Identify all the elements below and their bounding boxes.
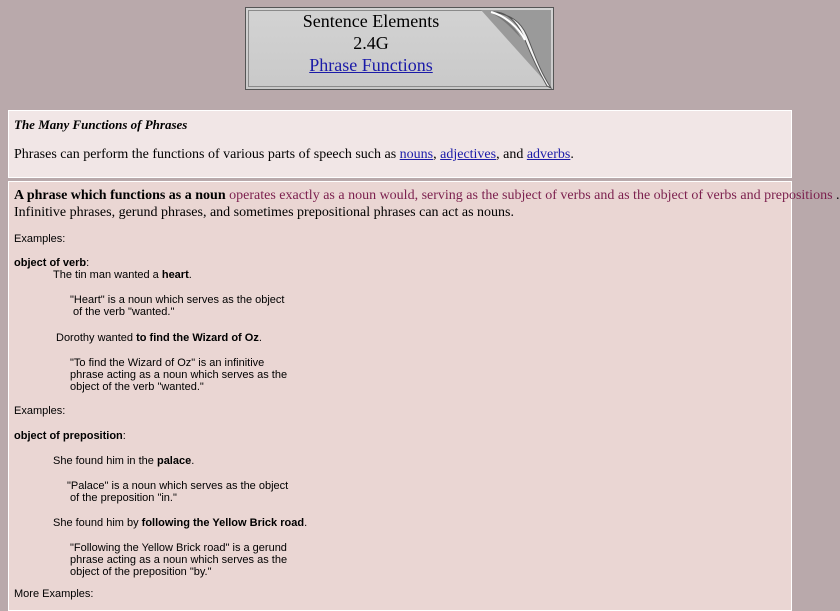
intro-paragraph <box>14 147 574 163</box>
lead-line2: Infinitive phrases, gerund phrases, and sometimes prepositional phrases can act as nouns. <box>14 205 514 220</box>
ex1-bold: heart <box>161 269 189 281</box>
intro-sep2: , and <box>496 147 524 162</box>
banner-title: Sentence Elements <box>302 11 440 31</box>
ex4-note-line3: object of the preposition "by." <box>70 566 212 578</box>
ex1-text: The tin man wanted a <box>53 269 162 281</box>
ex3-end: . <box>191 455 195 467</box>
phrase-functions-link[interactable]: Phrase Functions <box>309 55 433 75</box>
more-examples-label: More Examples: <box>14 588 94 600</box>
ex1-note-line2: of the verb "wanted." <box>73 306 175 318</box>
example-1 <box>53 269 192 282</box>
page-curl-icon <box>481 10 551 88</box>
ex2-text: Dorothy wanted <box>56 332 137 344</box>
adverbs-link[interactable]: adverbs <box>526 147 571 162</box>
examples-label-1: Examples: <box>14 233 66 245</box>
banner-code: 2.4G <box>353 33 389 53</box>
colon-1: : <box>86 257 90 269</box>
noun-phrase-lead <box>14 187 840 221</box>
intro-text: Phrases can perform the functions of various parts of speech such as <box>14 147 397 162</box>
ex4-note-line2: phrase acting as a noun which serves as the <box>70 554 288 566</box>
examples-label-2: Examples: <box>14 405 66 417</box>
intro-title: The Many Functions of Phrases <box>14 117 188 132</box>
object-of-preposition-label: object of preposition <box>14 430 123 442</box>
lead-bold: A phrase which functions as a noun <box>14 188 226 203</box>
example-2 <box>56 332 262 345</box>
ex2-end: . <box>258 332 262 344</box>
lead-end: . <box>836 188 840 203</box>
ex1-note-line1: "Heart" is a noun which serves as the object <box>70 294 285 306</box>
lead-definition: operates exactly as a noun would, serving as the subject of verbs and as the object of verbs and prepositions <box>229 188 833 203</box>
example-4 <box>53 517 307 530</box>
adjectives-link[interactable]: adjectives <box>440 147 497 162</box>
title-banner <box>245 7 554 90</box>
ex3-text: She found him in the <box>53 455 157 467</box>
intro-panel <box>8 110 792 178</box>
object-of-verb-label: object of verb <box>14 257 87 269</box>
ex1-end: . <box>188 269 192 281</box>
noun-phrase-panel <box>8 181 840 611</box>
ex3-note-line2: of the preposition "in." <box>70 492 177 504</box>
ex3-bold: palace <box>156 455 192 467</box>
ex2-bold: to find the Wizard of Oz <box>136 332 259 344</box>
intro-end: . <box>570 147 574 162</box>
colon-2: : <box>122 430 126 442</box>
nouns-link[interactable]: nouns <box>399 147 434 162</box>
ex4-end: . <box>304 517 308 529</box>
intro-sep1: , <box>433 147 437 162</box>
ex2-note-line2: phrase acting as a noun which serves as the <box>70 369 288 381</box>
ex3-note-line1: "Palace" is a noun which serves as the object <box>67 480 289 492</box>
ex4-note-line1: "Following the Yellow Brick road" is a gerund <box>70 542 287 554</box>
ex2-note-line1: "To find the Wizard of Oz" is an infinitive <box>70 357 265 369</box>
example-3 <box>53 455 194 468</box>
object-of-preposition-heading <box>14 430 126 443</box>
ex4-bold: following the Yellow Brick road <box>141 517 305 529</box>
ex4-text: She found him by <box>53 517 142 529</box>
ex2-note-line3: object of the verb "wanted." <box>70 381 204 393</box>
